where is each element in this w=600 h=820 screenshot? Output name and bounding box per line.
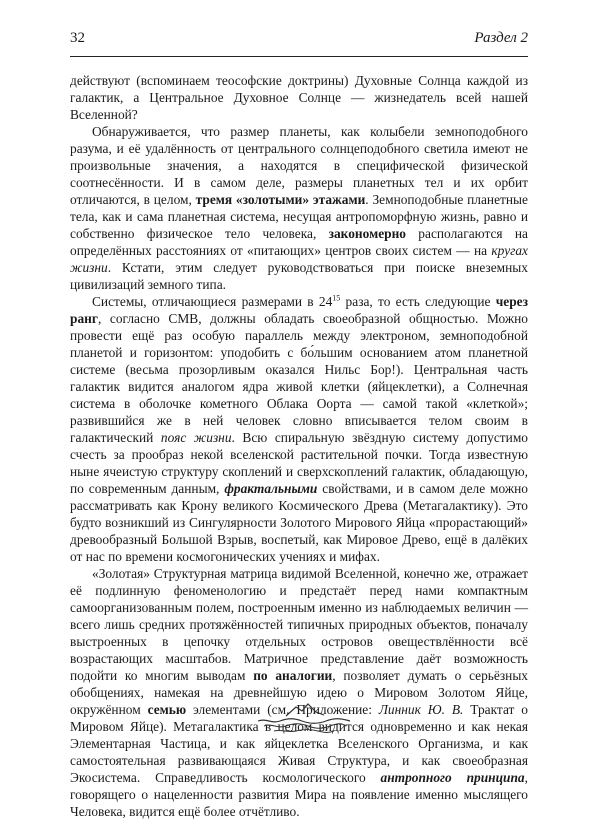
emphasis-text: 15 <box>332 293 341 303</box>
emphasis-text: пояс жизни <box>160 430 232 445</box>
emphasis-text: через ранг <box>70 294 528 326</box>
section-title: Раздел 2 <box>474 30 528 46</box>
text-run: свойствами, и в самом деле можно рассматривать как Крону великого Космического Древа (Метагалактику). Это будто возникший из Сингулярности Золотого Мирового Яйца «прорастающий» древообразный Большой Взрыв, воспетый, как Мировое Древо, ещё в далёких от нас по времени космогонических учениях и мифах. <box>70 481 528 564</box>
text-run: , согласно СМВ, должны обладать своеобразной общностью. Можно провести ещё раз особую параллель между электроном, земноподобной планетой и горизонтом: уподобить с бо́льшим основанием атом планетной системе (весьма прозорливым оказался Нильс Бор!). Центральная часть галактик видится аналогом ядра живой клетки (яйцеклетки), а Солнечная система в оболочке кометного Облака Оорта — самой такой «клеткой»; развившийся же в ней человек словно вписывается телом своим в галактический <box>70 311 528 445</box>
text-run: Обнаруживается, что размер планеты, как колыбели земноподобного разума, и её удалённость от центрального солнцеподобного светила имеют не произвольные значения, а находятся в специфической физической соотнесённости. И в самом деле, размеры планетных тел и их орбит отличаются, в целом, <box>70 124 528 207</box>
emphasis-text: по аналогии <box>253 668 333 683</box>
paragraph <box>70 72 528 123</box>
emphasis-text: Линник Ю. В. <box>378 702 464 717</box>
text-run: «Золотая» Структурная матрица видимой Вселенной, конечно же, отражает её подлинную феноменологию и предстаёт перед нами компактным самоорганизованным полем, построенным именно из наблюдаемых величин — всего лишь средних протяжённостей типичных природных объектов, поначалу выстроенных в цепочку отдельных островов овеществлённости всё возрастающих масштабов. Матричное представление даёт возможность подойти ко многим выводам <box>70 566 528 683</box>
text-run: раза, то есть следующие <box>340 294 496 309</box>
paragraph <box>70 565 528 820</box>
text-run: . Земноподобные планетные тела, как и сама планетная система, несущая антропоморфную жизнь, равно и собственно физическое тело человека, <box>70 192 528 241</box>
text-run: располагаются на определённых расстояниях от «питающих» центров своих систем — на <box>70 226 529 258</box>
emphasis-text: закономерно <box>328 226 406 241</box>
header-rule <box>70 56 528 57</box>
text-run: элементами (см. Приложение: <box>186 702 379 717</box>
text-run: , говорящего о нацеленности развития Мира на появление именно мыслящего Человека, видится ещё более отчётливо. <box>70 770 528 819</box>
running-header <box>70 30 528 52</box>
text-run: Трактат о Мировом Яйце). Метагалактика в целом видится одновременно и как некая Элементарная Частица, и как яйцеклетка Вселенского Организма, и как самостоятельная развивающаяся Живая Структура, и как своеобразная Экосистема. Справедливость космологического <box>70 702 529 785</box>
paragraph <box>70 123 528 293</box>
emphasis-text: кругах жизни <box>70 243 528 275</box>
page-number: 32 <box>70 30 85 46</box>
text-run: . Всю спиральную звёздную систему допустимо счесть за прообраз некой вселенской растительной почки. Тогда известную ныне ячеистую структуру скоплений и сверхскоплений галактик, обладающую, по современным данным, <box>70 430 528 496</box>
emphasis-text: антропного принципа <box>380 770 525 785</box>
paragraph <box>70 293 528 565</box>
text-run: . Кстати, этим следует руководствоваться при поиске внеземных цивилизаций земного типа. <box>70 260 528 292</box>
text-run: Системы, отличающиеся размерами в 24 <box>92 294 333 309</box>
emphasis-text: тремя «золотыми» этажами <box>195 192 366 207</box>
emphasis-text: фрактальными <box>224 481 318 496</box>
text-run: действуют (вспоминаем теософские доктрины) Духовные Солнца каждой из галактик, а Центральное Духовное Солнце — жизнедатель всей нашей Вселенной? <box>70 73 528 122</box>
emphasis-text: семью <box>147 702 187 717</box>
wave-mountain-ornament-icon <box>256 700 352 734</box>
text-run: , позволяет думать о серьёзных обобщениях, намекая на древнейшую идею о Мировом Золотом Яйце, окружённом <box>70 668 529 717</box>
